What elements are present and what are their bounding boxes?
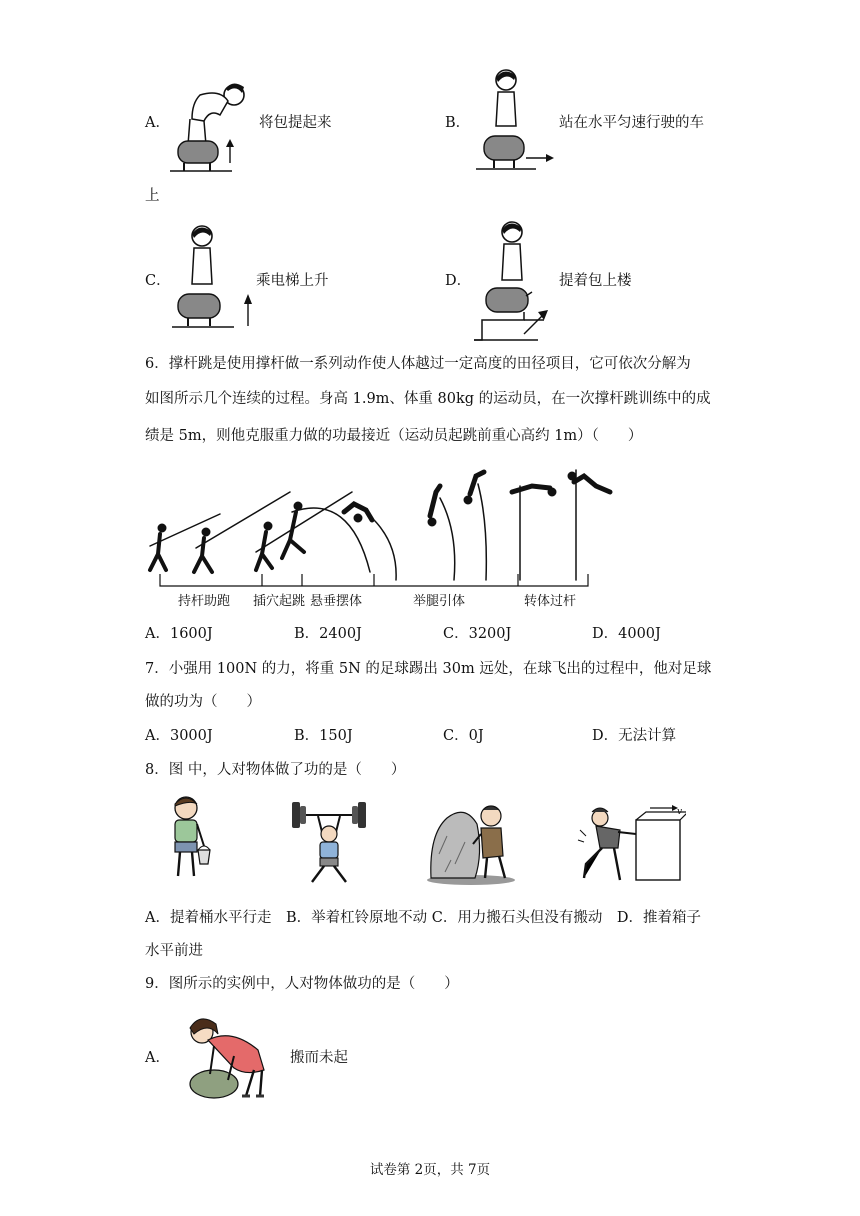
phase-label-5: 转体过杆 [524,594,577,609]
pole-vault-figure [140,462,630,612]
q9-stem: 9．图所示的实例中，人对物体做功的是（ ） [145,976,459,992]
q6-option-a: A．1600J [145,626,213,642]
velocity-label: v [677,807,683,817]
phase-label-2: 插穴起跳 [253,594,306,609]
q6-stem-line-3: 绩是 5m，则他克服重力做的功最接近（运动员起跳前重心高约 1m）（ ） [145,428,643,444]
q5-option-c-text: 乘电梯上升 [256,273,329,289]
q7-option-b: B．150J [294,728,353,744]
q5-figure-d [474,216,556,344]
q5-option-a-letter: A． [145,115,170,131]
q8-figure-push-rock [425,794,517,886]
q9-option-a-letter: A． [145,1050,170,1066]
q5-option-b-letter: B． [445,115,471,131]
q5-figure-a [170,75,250,175]
q8-figure-barbell [290,796,368,886]
q6-option-c: C．3200J [443,626,512,642]
q5-option-b-text: 站在水平匀速行驶的车 [559,115,704,131]
page-footer: 试卷第 2页，共 7页 [369,1162,491,1178]
q6-stem-line-1: 6．撑杆跳是使用撑杆做一系列动作使人体越过一定高度的田径项目，它可依次分解为 [145,356,691,372]
q7-option-a: A．3000J [145,728,213,744]
q7-option-d: D．无法计算 [592,728,677,744]
q8-figure-carry-bucket [160,794,216,884]
q8-answers-line-1: A．提着桶水平行走 B．举着杠铃原地不动 C．用力搬石头但没有搬动 D．推着箱子 [145,910,701,926]
q5-figure-b [474,66,554,174]
q7-stem-line-2: 做的功为（ ） [145,694,261,710]
phase-label-3: 悬垂摆体 [310,594,363,609]
q8-stem: 8．图 中，人对物体做了功的是（ ） [145,762,406,778]
q5-option-c-letter: C． [145,273,171,289]
q6-option-d: D．4000J [592,626,661,642]
q7-stem-line-1: 7．小强用 100N 的力，将重 5N 的足球踢出 30m 远处，在球飞出的过程中，他对足球 [145,661,712,677]
q8-figure-push-box [576,800,686,884]
q5-option-b-text-cont: 上 [145,188,160,204]
q5-option-d-text: 提着包上楼 [559,273,632,289]
q5-option-d-letter: D． [445,273,472,289]
q5-figure-c [172,220,262,332]
q5-option-a-text: 将包提起来 [259,115,332,131]
q9-figure-a [184,1010,268,1102]
q6-stem-line-2: 如图所示几个连续的过程。身高 1.9m、体重 80kg 的运动员，在一次撑杆跳训练中的成 [145,391,711,407]
phase-label-1: 持杆助跑 [178,594,231,609]
q9-option-a-text: 搬而未起 [290,1050,348,1066]
q7-option-c: C．0J [443,728,484,744]
phase-label-4: 举腿引体 [413,594,466,609]
q6-option-b: B．2400J [294,626,362,642]
q8-answers-line-2: 水平前进 [145,943,203,959]
